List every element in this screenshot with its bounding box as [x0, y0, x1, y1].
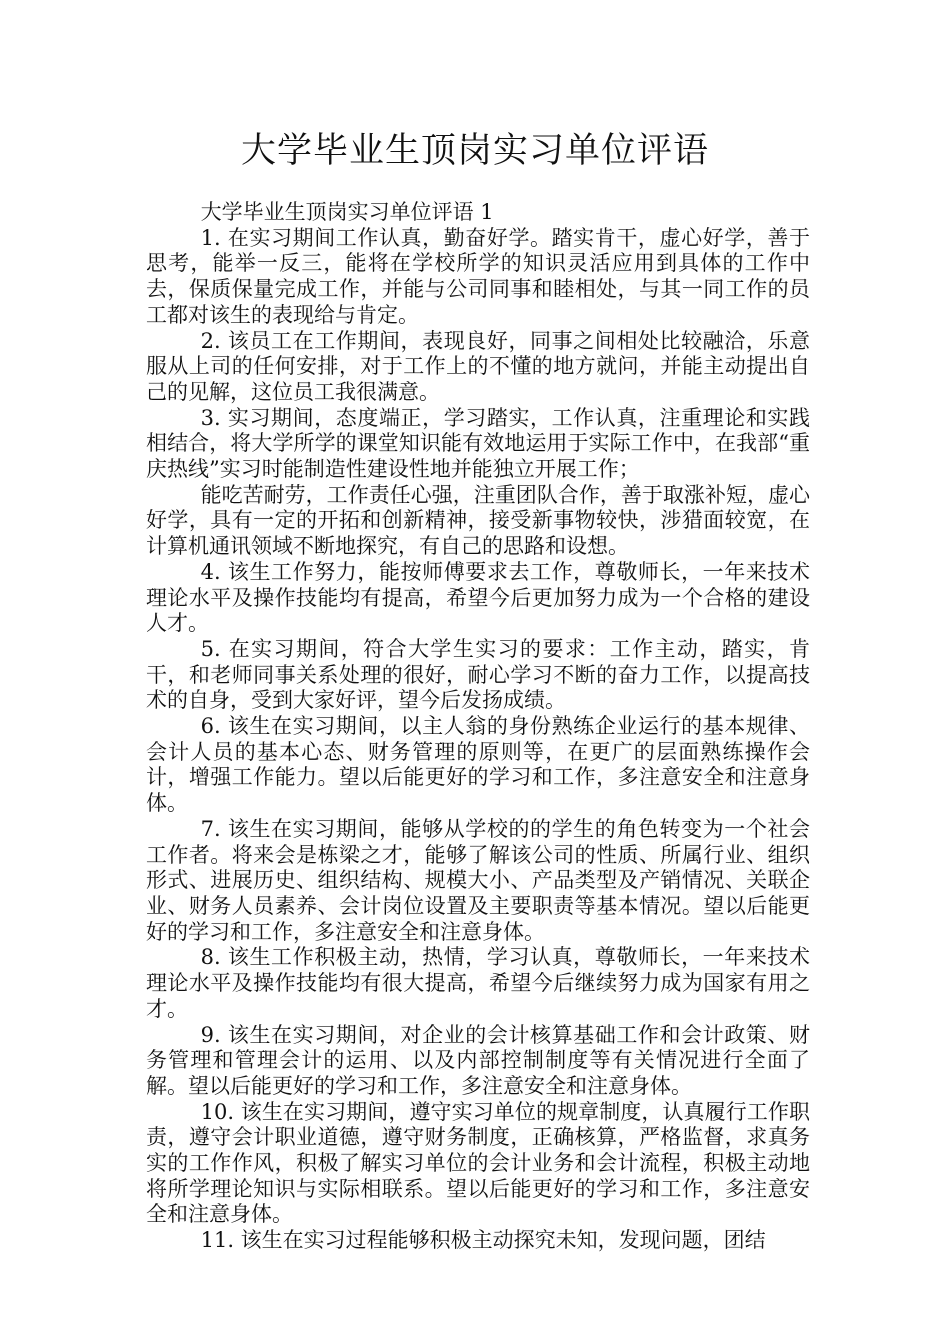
- paragraph-9: 9. 该生在实习期间，对企业的会计核算基础工作和会计政策、财务管理和管理会计的运用、以及内部控制制度等有关情况进行全面了解。望以后能更好的学习和工作，多注意安全和注意身体。: [146, 1022, 810, 1098]
- paragraph-8: 8. 该生工作积极主动，热情，学习认真，尊敬师长，一年来技术理论水平及操作技能均有很大提高，希望今后继续努力成为国家有用之才。: [146, 945, 810, 1021]
- paragraph-7: 7. 该生在实习期间，能够从学校的的学生的角色转变为一个社会工作者。将来会是栋梁之才，能够了解该公司的性质、所属行业、组织形式、进展历史、组织结构、规模大小、产品类型及产销情况、关联企业、财务人员素养、会计岗位设置及主要职责等基本情况。望以后能更好的学习和工作，多注意安全和注意身体。: [146, 816, 810, 944]
- paragraph-3-continued: 能吃苦耐劳，工作责任心强，注重团队合作，善于取涨补短，虚心好学，具有一定的开拓和创新精神，接受新事物较快，涉猎面较宽，在计算机通讯领域不断地探究，有自己的思路和设想。: [146, 482, 810, 559]
- paragraph-11: 11. 该生在实习过程能够积极主动探究未知，发现问题，团结: [200, 1228, 766, 1253]
- paragraph-10: 10. 该生在实习期间，遵守实习单位的规章制度，认真履行工作职责，遵守会计职业道德，遵守财务制度，正确核算，严格监督，求真务实的工作作风，积极了解实习单位的会计业务和会计流程，积极主动地将所学理论知识与实际相联系。望以后能更好的学习和工作，多注意安全和注意身体。: [146, 1099, 810, 1227]
- paragraph-3: 3. 实习期间，态度端正，学习踏实，工作认真，注重理论和实践相结合，将大学所学的课堂知识能有效地运用于实际工作中，在我部“重庆热线”实习时能制造性建设性地并能独立开展工作；: [146, 405, 810, 482]
- paragraph-6: 6. 该生在实习期间，以主人翁的身份熟练企业运行的基本规律、会计人员的基本心态、财务管理的原则等，在更广的层面熟练操作会计，增强工作能力。望以后能更好的学习和工作，多注意安全和注意身体。: [146, 714, 810, 816]
- paragraph-1: 1. 在实习期间工作认真，勤奋好学。踏实肯干，虚心好学，善于思考，能举一反三，能将在学校所学的知识灵活应用到具体的工作中去，保质保量完成工作，并能与公司同事和睦相处，与其一同工作的员工都对该生的表现给与肯定。: [146, 225, 810, 327]
- paragraph-2: 2. 该员工在工作期间，表现良好，同事之间相处比较融洽，乐意服从上司的任何安排，对于工作上的不懂的地方就问，并能主动提出自己的见解，这位员工我很满意。: [146, 328, 810, 404]
- section-subheading: 大学毕业生顶岗实习单位评语 1: [200, 200, 494, 224]
- paragraph-4: 4. 该生工作努力，能按师傅要求去工作，尊敬师长，一年来技术理论水平及操作技能均有提高，希望今后更加努力成为一个合格的建设人才。: [146, 559, 810, 636]
- paragraph-5: 5. 在实习期间，符合大学生实习的要求：工作主动，踏实，肯干，和老师同事关系处理的很好，耐心学习不断的奋力工作，以提高技术的自身，受到大家好评，望今后发扬成绩。: [146, 636, 810, 713]
- document-body: [146, 200, 810, 1254]
- document-title: 大学毕业生顶岗实习单位评语: [240, 131, 709, 171]
